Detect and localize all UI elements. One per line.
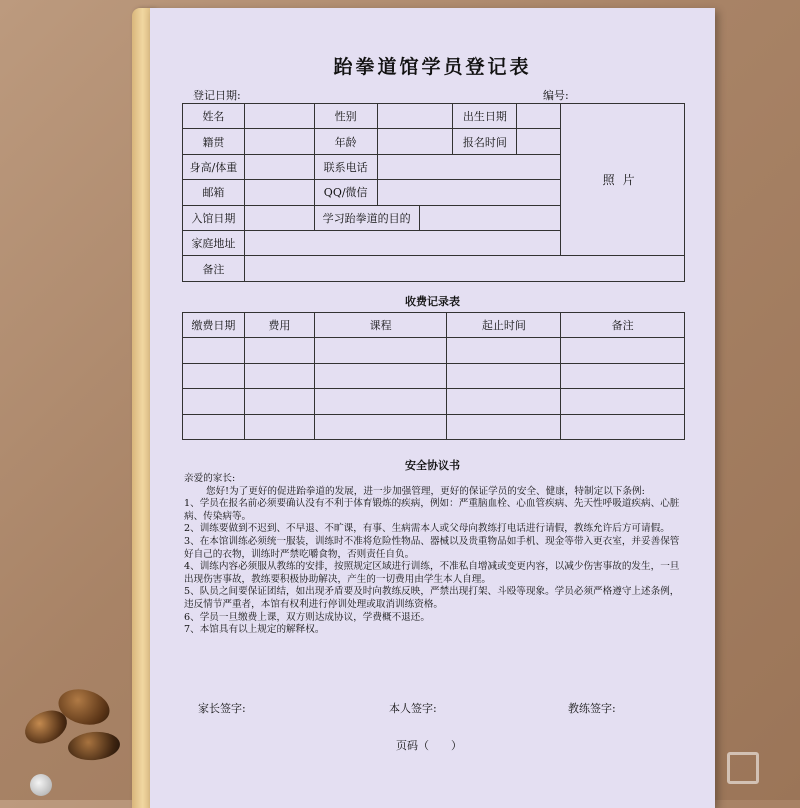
- agreement-item: 3、在本馆训练必须统一服装，训练时不准将危险性物品、器械以及贵重物品如手机、现金等带入更衣室，并妥善保管好自己的衣物，训练时严禁吃嚼食物，否则责任自负。: [184, 535, 680, 560]
- registration-form-sheet: [150, 8, 715, 808]
- age-field[interactable]: [377, 129, 453, 154]
- watermark-logo-icon: [727, 752, 759, 784]
- agreement-intro: 您好!为了更好的促进跆拳道的发展，进一步加强管理，更好的保证学员的安全、健康，特制定以下条例:: [206, 485, 645, 497]
- name-field[interactable]: [244, 104, 314, 129]
- remarks-label: 备注: [183, 256, 245, 281]
- fee-cell[interactable]: [561, 414, 685, 439]
- height-weight-label: 身高/体重: [183, 154, 245, 179]
- fee-row: [183, 338, 685, 363]
- fee-column-header: 缴费日期: [183, 313, 245, 338]
- agreement-item: 5、队员之间要保证团结，如出现矛盾要及时向教练反映，严禁出现打架、斗殴等现象。学员必须严格遵守上述条例，违反情节严重者，本馆有权利进行停训处理或取消训练资格。: [184, 586, 680, 610]
- photo-box[interactable]: 照片: [561, 104, 685, 256]
- self-signature-label: 本人签字:: [389, 702, 437, 715]
- fee-cell[interactable]: [447, 389, 561, 414]
- safety-agreement-body: [184, 473, 684, 637]
- fee-cell[interactable]: [183, 363, 245, 388]
- fee-cell[interactable]: [244, 363, 314, 388]
- origin-label: 籍贯: [183, 129, 245, 154]
- gender-label: 性别: [314, 104, 377, 129]
- join-date-label: 入馆日期: [183, 205, 245, 230]
- qq-wechat-label: QQ/微信: [314, 180, 377, 205]
- fee-column-header: 课程: [314, 313, 447, 338]
- age-label: 年龄: [314, 129, 377, 154]
- height-weight-field[interactable]: [244, 154, 314, 179]
- fee-row: [183, 389, 685, 414]
- fee-cell[interactable]: [447, 363, 561, 388]
- fee-cell[interactable]: [447, 414, 561, 439]
- decorative-stone: [30, 774, 52, 796]
- agreement-item: 4、训练内容必须服从教练的安排，按照规定区域进行训练，不准私自增减或变更内容，以减少伤害事故的发生，一旦出现伤害事故，教练要积极协助解决，产生的一切费用由学生本人自理。: [184, 561, 680, 585]
- agreement-item: 1、学员在报名前必须要确认没有不利于体育锻炼的疾病，例如：严重脑血栓、心血管疾病、先天性呼吸道疾病、心脏病、传染病等。: [184, 498, 680, 522]
- fee-cell[interactable]: [561, 363, 685, 388]
- fee-cell[interactable]: [183, 389, 245, 414]
- join-date-field[interactable]: [244, 205, 314, 230]
- form-title: 跆拳道馆学员登记表: [333, 56, 532, 78]
- phone-label: 联系电话: [314, 154, 377, 179]
- address-field[interactable]: [244, 230, 560, 255]
- purpose-label: 学习跆拳道的目的: [314, 205, 419, 230]
- name-label: 姓名: [183, 104, 245, 129]
- fee-cell[interactable]: [314, 338, 447, 363]
- agreement-item: 6、学员一旦缴费上课，双方则达成协议，学费概不退还。: [184, 611, 430, 623]
- fee-cell[interactable]: [314, 389, 447, 414]
- fee-cell[interactable]: [314, 363, 447, 388]
- apply-time-field[interactable]: [517, 129, 561, 154]
- page-number: 页码（ ）: [396, 739, 462, 752]
- decorative-stone: [67, 730, 121, 762]
- fee-cell[interactable]: [244, 414, 314, 439]
- gender-field[interactable]: [377, 104, 453, 129]
- fee-column-header: 费用: [244, 313, 314, 338]
- fee-cell[interactable]: [561, 389, 685, 414]
- student-info-table: [182, 103, 685, 282]
- fee-column-header: 起止时间: [447, 313, 561, 338]
- birth-date-label: 出生日期: [453, 104, 517, 129]
- parent-signature-label: 家长签字:: [198, 702, 246, 715]
- fee-cell[interactable]: [447, 338, 561, 363]
- fee-record-title: 收费记录表: [405, 295, 460, 308]
- birth-date-field[interactable]: [517, 104, 561, 129]
- agreement-greeting: 亲爱的家长:: [184, 473, 236, 484]
- fee-row: [183, 414, 685, 439]
- fee-cell[interactable]: [244, 389, 314, 414]
- qq-wechat-field[interactable]: [377, 180, 561, 205]
- safety-agreement-title: 安全协议书: [405, 459, 460, 472]
- email-label: 邮箱: [183, 180, 245, 205]
- fee-row: [183, 363, 685, 388]
- serial-number-label: 编号:: [543, 89, 569, 102]
- fee-cell[interactable]: [183, 338, 245, 363]
- origin-field[interactable]: [244, 129, 314, 154]
- agreement-item: 2、训练要做到不迟到、不早退、不旷课，有事、生病需本人或父母向教练打电话进行请假，教练允许后方可请假。: [184, 523, 670, 535]
- fee-cell[interactable]: [183, 414, 245, 439]
- fee-cell[interactable]: [561, 338, 685, 363]
- fee-record-table: [182, 312, 685, 440]
- fee-column-header: 备注: [561, 313, 685, 338]
- fee-cell[interactable]: [314, 414, 447, 439]
- purpose-field[interactable]: [419, 205, 561, 230]
- apply-time-label: 报名时间: [453, 129, 517, 154]
- remarks-field[interactable]: [244, 256, 684, 281]
- registration-date-label: 登记日期:: [193, 89, 241, 102]
- email-field[interactable]: [244, 180, 314, 205]
- fee-cell[interactable]: [244, 338, 314, 363]
- phone-field[interactable]: [377, 154, 561, 179]
- agreement-item: 7、本馆具有以上规定的解释权。: [184, 624, 325, 636]
- address-label: 家庭地址: [183, 230, 245, 255]
- coach-signature-label: 教练签字:: [568, 702, 616, 715]
